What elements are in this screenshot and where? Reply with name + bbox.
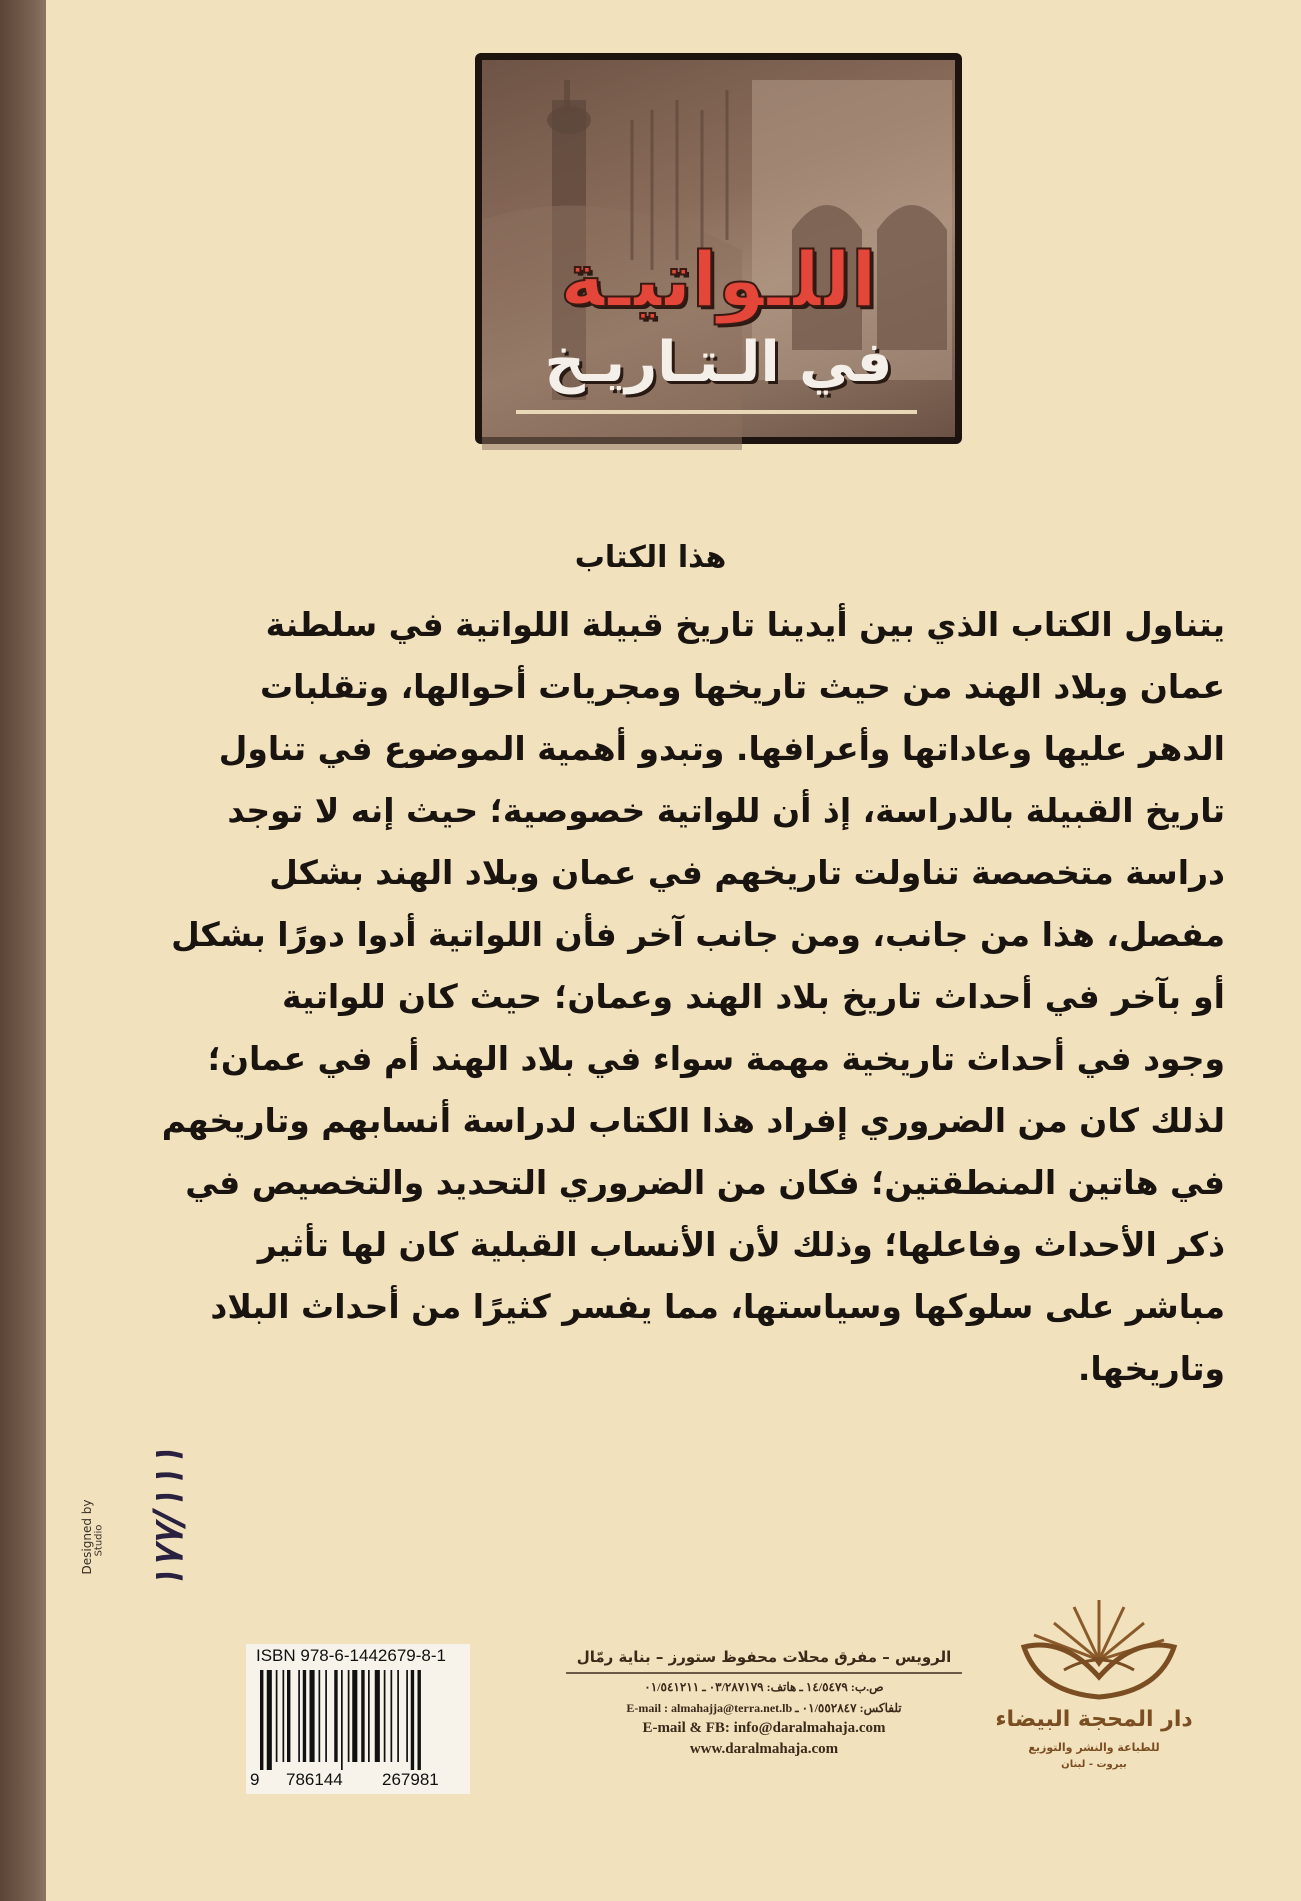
paragraph-line: وجود في أحداث تاريخية مهمة سواء في بلاد الهند أم في عمان؛ [207,1039,1225,1078]
publisher-info [566,1648,962,1758]
paragraph-line: ذكر الأحداث وفاعلها؛ وذلك لأن الأنساب القبلية كان لها تأثير [257,1225,1225,1264]
paragraph-line: عمان وبلاد الهند من حيث تاريخها ومجريات أحوالها، وتقلبات [259,667,1225,706]
barcode-bar [334,1670,337,1762]
publisher-logo-name: دار المحجة البيضاء [995,1707,1193,1732]
paragraph-line: أو بآخر في أحداث تاريخ بلاد الهند وعمان؛ حيث كان للواتية [282,977,1225,1016]
barcode-bar [298,1670,300,1762]
publisher-logo-location: بيروت - لبنان [1061,1759,1127,1770]
paragraph-line: مباشر على سلوكها وسياستها، مما يفسر كثيرًا من أحداث البلاد [210,1287,1225,1326]
cover-title-underline [516,410,917,414]
about-paragraph [161,594,1225,1400]
publisher-address: الرويس – مفرق محلات محفوظ ستورز – بناية رمّال [566,1648,962,1674]
barcode-bar [260,1670,263,1770]
paragraph-line: يتناول الكتاب الذي بين أيدينا تاريخ قبيلة اللواتية في سلطنة [265,605,1225,644]
designer-credit [75,1446,192,1615]
paragraph-line: تاريخ القبيلة بالدراسة، إذ أن للواتية خصوصية؛ حيث إنه لا توجد [227,791,1225,830]
paragraph-line: مفصل، هذا من جانب، ومن جانب آخر فأن اللواتية أدوا دورًا بشكل [171,915,1225,954]
cover-title: اللـواتيـة [560,235,877,324]
barcode-bars [260,1670,460,1770]
publisher-phone: ص.ب: ١٤/٥٤٧٩ ـ هاتف: ٠٣/٢٨٧١٧٩ ـ ٠١/٥٤١٢١١ [644,1680,884,1694]
paragraph-line: لذلك كان من الضروري إفراد هذا الكتاب لدراسة أنسابهم وتاريخهم [161,1101,1225,1140]
book-spine [0,0,46,1901]
barcode-bar [267,1670,272,1770]
barcode-bar [418,1670,421,1770]
barcode-bar [391,1670,393,1762]
publisher-email-fb: E-mail & FB: info@daralmahaja.com [642,1720,886,1736]
barcode-bar [303,1670,306,1762]
paragraph-line: دراسة متخصصة تناولت تاريخهم في عمان وبلاد الهند بشكل [269,853,1225,892]
barcode-bar [411,1670,414,1770]
cover-image [482,60,955,437]
paragraph-line: في هاتين المنطقتين؛ فكان من الضروري التحديد والتخصيص في [185,1163,1225,1202]
barcode-bar [368,1670,370,1762]
barcode-bar [319,1670,321,1762]
designer-logo-mark: ١٧٧/١١١ [145,1446,192,1590]
barcode-right-digits: 267981 [382,1770,439,1789]
publisher-logo [994,1585,1194,1785]
barcode-bar [361,1670,364,1762]
about-heading: هذا الكتاب [574,540,727,575]
publisher-fax-email: تلفاكس: ٠١/٥٥٢٨٤٧ ـ E-mail : almahajja@terra.net.lb [626,1701,902,1715]
barcode-bar [287,1670,290,1762]
cover-subtitle: في الـتـاريـخ [544,330,893,395]
barcode-bar [310,1670,315,1762]
isbn-barcode [246,1644,470,1794]
barcode-bar [283,1670,285,1762]
paragraph-line: وتاريخها. [1077,1349,1225,1388]
designer-studio-label: Studio [93,1524,105,1557]
barcode-bar [384,1670,386,1762]
barcode-lead-digit: 9 [250,1770,260,1789]
barcode-left-digits: 786144 [286,1770,343,1789]
barcode-bar [325,1670,327,1762]
barcode-bar [348,1670,350,1762]
isbn-number: ISBN 978-6-1442679-8-1 [256,1646,446,1665]
barcode-bar [406,1670,408,1762]
barcode-bar [276,1670,278,1762]
paragraph-line: الدهر عليها وعاداتها وأعرافها. وتبدو أهمية الموضوع في تناول [218,729,1225,768]
barcode-bar [375,1670,380,1762]
publisher-logo-tagline: للطباعة والنشر والتوزيع [1028,1741,1160,1754]
barcode-bar [352,1670,357,1762]
barcode-bar [341,1670,343,1770]
publisher-website: www.daralmahaja.com [689,1741,839,1757]
cover-image-frame [475,53,962,444]
barcode-bar [397,1670,399,1762]
designed-by-label: Designed by [80,1499,94,1575]
book-sunrise-icon [994,1585,1194,1705]
